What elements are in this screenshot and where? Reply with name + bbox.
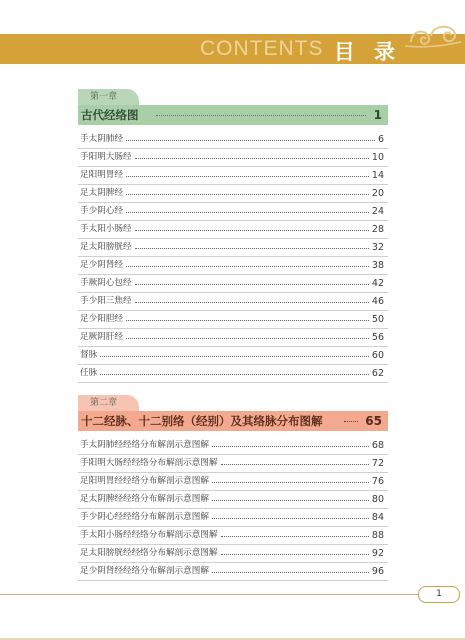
toc-entry-title: 手太阴肺经 — [80, 134, 123, 144]
leader-dots — [212, 572, 369, 573]
toc-entry[interactable] — [78, 221, 388, 239]
header-title-en: CONTENTS — [200, 37, 324, 60]
chapter-1-entries — [78, 131, 388, 383]
leader-dots — [212, 446, 369, 447]
toc-entry-title: 足阳明胃经经络分布解剖示意图解 — [80, 476, 209, 486]
leader-dots — [126, 176, 369, 177]
toc-entry[interactable] — [78, 527, 388, 545]
leader-dots — [100, 356, 369, 357]
toc-entry[interactable] — [78, 311, 388, 329]
toc-entry-page: 96 — [371, 566, 384, 577]
toc-entry-title: 足少阴肾经经络分布解剖示意图解 — [80, 566, 209, 576]
toc-entry[interactable] — [78, 185, 388, 203]
chapter-label: 第二章 — [78, 395, 139, 411]
toc-entry-title: 足厥阴肝经 — [80, 332, 123, 342]
toc-entry-title: 足太阴脾经 — [80, 188, 123, 198]
toc-entry-title: 手太阳小肠经经络分布解剖示意图解 — [80, 530, 218, 540]
toc-entry[interactable] — [78, 509, 388, 527]
toc-entry-title: 足阳明胃经 — [80, 170, 123, 180]
cloud-swirl-icon — [403, 16, 463, 56]
header-title-cn: 目 录 — [333, 40, 401, 64]
page-number-badge: 1 — [418, 586, 460, 603]
leader-dots — [135, 248, 369, 249]
leader-dots — [126, 338, 369, 339]
toc-entry-page: 6 — [377, 134, 384, 145]
chapter-title-bar[interactable] — [78, 411, 388, 431]
toc-entry-page: 68 — [371, 440, 384, 451]
toc-entry-title: 足少阴肾经 — [80, 260, 123, 270]
toc-entry[interactable] — [78, 329, 388, 347]
toc-entry-page: 32 — [371, 242, 384, 253]
toc-entry-page: 88 — [371, 530, 384, 541]
toc-entry[interactable] — [78, 491, 388, 509]
toc-entry-page: 72 — [371, 458, 384, 469]
toc-entry-page: 60 — [371, 350, 384, 361]
toc-entry-title: 手太阴肺经经络分布解剖示意图解 — [80, 440, 209, 450]
chapter-page: 65 — [365, 414, 382, 428]
toc-entry-title: 足太阳膀胱经 — [80, 242, 132, 252]
toc-entry[interactable] — [78, 563, 388, 581]
header-top — [0, 0, 465, 34]
toc-entry-title: 手厥阴心包经 — [80, 278, 132, 288]
toc-entry[interactable] — [78, 257, 388, 275]
toc-entry-title: 手太阳小肠经 — [80, 224, 132, 234]
toc-entry-page: 20 — [371, 188, 384, 199]
footer-rule — [0, 594, 418, 595]
toc-entry-page: 42 — [371, 278, 384, 289]
leader-dots — [135, 284, 369, 285]
leader-dots — [212, 518, 369, 519]
leader-dots — [135, 302, 369, 303]
toc-entry-page: 28 — [371, 224, 384, 235]
leader-dots — [100, 374, 369, 375]
toc-entry-page: 14 — [371, 170, 384, 181]
toc-entry-page: 46 — [371, 296, 384, 307]
toc-entry[interactable] — [78, 473, 388, 491]
toc-entry-page: 38 — [371, 260, 384, 271]
leader-dots — [221, 536, 369, 537]
toc-entry[interactable] — [78, 455, 388, 473]
leader-dots — [156, 115, 366, 116]
toc-entry-title: 足太阴脾经经络分布解剖示意图解 — [80, 494, 209, 504]
leader-dots — [126, 140, 375, 141]
toc-entry[interactable] — [78, 293, 388, 311]
leader-dots — [221, 464, 369, 465]
toc-entry-title: 手阳明大肠经 — [80, 152, 132, 162]
chapter-page: 1 — [373, 108, 382, 122]
chapter-2-section — [78, 390, 388, 581]
chapter-title: 十二经脉、十二别络（经别）及其络脉分布图解 — [81, 414, 323, 428]
toc-entry[interactable] — [78, 239, 388, 257]
leader-dots — [135, 158, 369, 159]
chapter-title-bar[interactable] — [78, 105, 388, 125]
toc-entry-page: 80 — [371, 494, 384, 505]
leader-dots — [212, 482, 369, 483]
toc-entry-page: 56 — [371, 332, 384, 343]
chapter-1-section — [78, 84, 388, 383]
toc-entry-title: 手少阳三焦经 — [80, 296, 132, 306]
toc-entry[interactable] — [78, 437, 388, 455]
leader-dots — [135, 230, 369, 231]
page-header — [0, 0, 465, 64]
leader-dots — [344, 421, 358, 422]
toc-entry-title: 任脉 — [80, 368, 98, 378]
toc-entry-page: 24 — [371, 206, 384, 217]
toc-entry-page: 84 — [371, 512, 384, 523]
leader-dots — [212, 500, 369, 501]
toc-entry-page: 62 — [371, 368, 384, 379]
toc-entry-title: 足少阳胆经 — [80, 314, 123, 324]
leader-dots — [221, 554, 369, 555]
toc-entry-title: 督脉 — [80, 350, 98, 360]
toc-entry-title: 手阳明大肠经经络分布解剖示意图解 — [80, 458, 218, 468]
toc-entry-page: 50 — [371, 314, 384, 325]
toc-entry[interactable] — [78, 365, 388, 383]
toc-entry[interactable] — [78, 275, 388, 293]
toc-entry[interactable] — [78, 347, 388, 365]
toc-entry-title: 足太阳膀胱经经络分布解剖示意图解 — [80, 548, 218, 558]
leader-dots — [126, 266, 369, 267]
chapter-title: 古代经络图 — [81, 108, 139, 122]
toc-entry-title: 手少阴心经 — [80, 206, 123, 216]
chapter-2-entries — [78, 437, 388, 581]
leader-dots — [126, 194, 369, 195]
toc-entry[interactable] — [78, 545, 388, 563]
toc-entry[interactable] — [78, 167, 388, 185]
leader-dots — [126, 212, 369, 213]
chapter-label: 第一章 — [78, 89, 139, 105]
toc-entry[interactable] — [78, 131, 388, 149]
toc-entry[interactable] — [78, 149, 388, 167]
toc-entry-title: 手少阴心经经络分布解剖示意图解 — [80, 512, 209, 522]
toc-entry-page: 10 — [371, 152, 384, 163]
toc-entry[interactable] — [78, 203, 388, 221]
toc-entry-page: 76 — [371, 476, 384, 487]
leader-dots — [126, 320, 369, 321]
toc-entry-page: 92 — [371, 548, 384, 559]
